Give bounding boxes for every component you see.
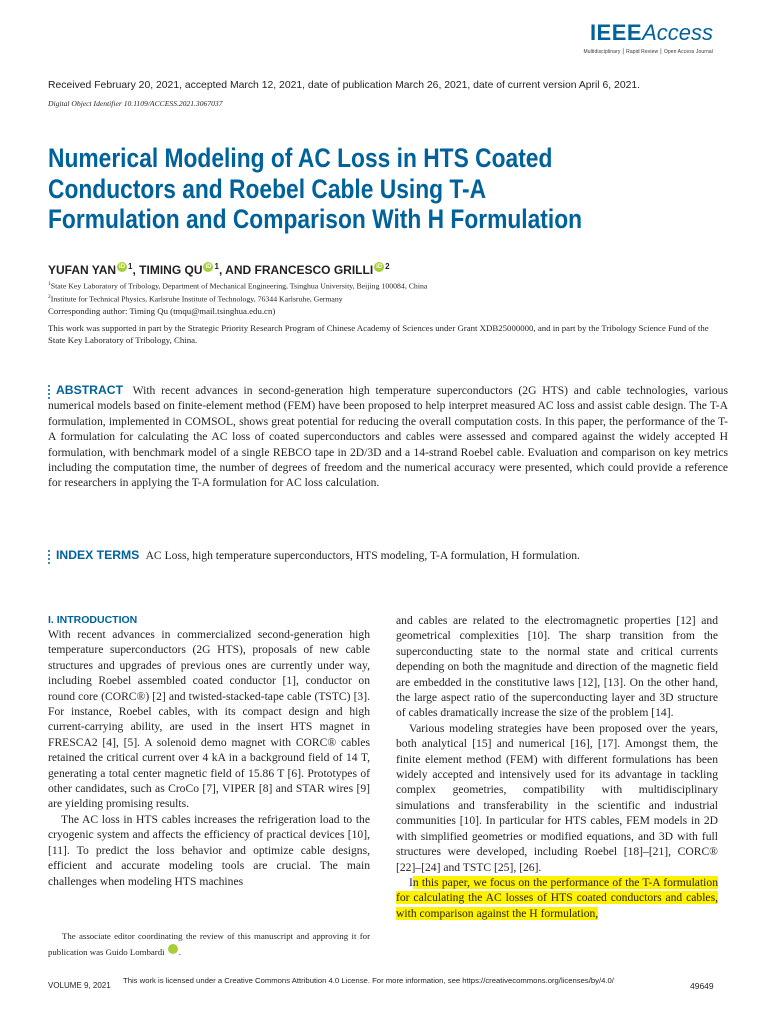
abstract [48, 383, 728, 491]
paper-title [48, 143, 607, 235]
paragraph: The AC loss in HTS cables increases the refrigeration load to the cryogenic system and affects the efficiency of practical devices [10], [11]. To predict the loss behavior and optimize cable designs, efficient and accurate modeling tools are crucial. The main challenges when modeling HTS machines [48, 812, 370, 888]
affiliations [48, 279, 427, 304]
title-line: Numerical Modeling of AC Loss in HTS Coated [48, 143, 553, 173]
abstract-label: ABSTRACT [56, 383, 124, 397]
page-number: 49649 [690, 981, 714, 991]
affiliation-text: State Key Laboratory of Tribology, Department of Mechanical Engineering, Tsinghua University, Beijing 100084, China [50, 281, 428, 291]
affiliation-sup: 2 [48, 293, 51, 300]
author-name: , TIMING QU [132, 263, 203, 277]
logo-brand-italic: Access [642, 20, 713, 45]
license-note: This work is licensed under a Creative Commons Attribution 4.0 License. For more information, see https://creativecommons.org/licenses/by/4.0/ [123, 976, 614, 985]
orcid-icon[interactable]: iD [168, 944, 178, 954]
left-column [48, 613, 370, 889]
paragraph: With recent advances in commercialized second-generation high temperature superconductors (2G HTS), proposals of new cable structures and upgrades of previous ones are currently under way, including Roebel assembled coated conductor [1], conductor on round core (CORC®) [2] and twisted-stacked-tape cable (TSTC) [3]. For instance, Roebel cables, with its compact design and high current-carrying ability, are used in the insert HTS magnet in FRESCA2 [4], [5]. A solenoid demo magnet with CORC® cables retained the critical current over 4 kA in a background field of 14 T, generating a total center magnetic field of 15.86 T [6]. Prototypes of other candidates, such as CroCo [7], VIPER [8] and STAR wires [9] are yielding promising results. [48, 628, 370, 811]
orcid-icon[interactable]: iD [205, 264, 212, 270]
received-dates: Received February 20, 2021, accepted March 12, 2021, date of publication March 26, 2021, date of current version April 6, 2021. [48, 80, 641, 91]
paragraph-start: I [409, 875, 413, 889]
author-name: , AND FRANCESCO GRILLI [218, 263, 374, 277]
index-terms-text: AC Loss, high temperature superconductors, HTS modeling, T-A formulation, H formulation. [145, 549, 580, 562]
volume-label: VOLUME 9, 2021 [48, 981, 111, 990]
funding-note: This work was supported in part by the Strategic Priority Research Program of Chinese Academy of Sciences under Grant XDB25000000, and in part by the Tribology Science Fund of the State Key Laboratory of Tribology, China. [48, 323, 709, 345]
paragraph [396, 875, 718, 921]
title-line: Formulation and Comparison With H Formulation [48, 204, 583, 234]
author-name: YUFAN YAN [48, 263, 117, 277]
affiliation-text: Institute for Technical Physics, Karlsruhe Institute of Technology, 76344 Karlsruhe, Germany [50, 294, 343, 304]
author-affil-sup: 1 [214, 262, 219, 271]
author-affil-sup: 1 [128, 262, 133, 271]
index-terms-label: INDEX TERMS [56, 548, 140, 562]
editor-footnote: The associate editor coordinating the review of this manuscript and approving it for publication was Guido Lombardi iD. [48, 931, 370, 957]
affiliation-sup: 1 [48, 281, 51, 287]
title-line: Conductors and Roebel Cable Using T-A [48, 173, 487, 204]
footnote-text: The associate editor coordinating the review of this manuscript and approving it for publication was Guido Lombardi [48, 931, 370, 957]
doi-line: Digital Object Identifier 10.1109/ACCESS.2021.3067037 [48, 99, 223, 108]
index-terms [48, 548, 728, 563]
orcid-icon[interactable]: iD [376, 264, 383, 270]
affiliation [48, 292, 427, 305]
logo-tagline: Multidisciplinary ⎮ Rapid Review ⎮ Open Access Journal [583, 49, 713, 55]
paragraph: Various modeling strategies have been proposed over the years, both analytical [15] and numerical [16], [17]. Amongst them, the finite element method (FEM) with different formulations has been widely accepted and intensively used for its advantage in tackling complex geometries, compatibility with multidisciplinary simulations and transferability in the scientific and industrial communities [10]. In particular for HTS cables, FEM models in 2D with simplified geometries or modified equations, and 3D with full structures were developed, including Roebel [18]–[21], CORC® [22]–[24] and TSTC [25], [26]. [396, 721, 718, 874]
author-list [48, 262, 390, 277]
paragraph: and cables are related to the electromagnetic properties [12] and geometrical complexities [10]. The sharp transition from the superconducting state to the normal state and critical currents depending on both the magnitude and direction of the magnetic field are embedded in the constitutive laws [12], [13]. On the other hand, the large aspect ratio of the superconducting layer and 3D structure of cables dramatically increase the size of the problem [14]. [396, 614, 718, 720]
orcid-icon[interactable]: iD [119, 264, 126, 270]
highlighted-text: n this paper, we focus on the performance of the T-A formulation for calculating the AC losses of HTS coated conductors and cables, with comparison against the H formulation, [396, 875, 718, 920]
corresponding-author: Corresponding author: Timing Qu (tmqu@mail.tsinghua.edu.cn) [48, 306, 276, 316]
section-heading: I. INTRODUCTION [48, 614, 138, 626]
right-column [396, 613, 718, 921]
affiliation [48, 279, 427, 292]
author-affil-sup: 2 [385, 262, 390, 271]
journal-logo [583, 22, 713, 55]
abstract-text: With recent advances in second-generation high temperature superconductors (2G HTS) and cable technologies, various numerical models based on finite-element method (FEM) have been proposed to help interpret measured AC loss and assist cable design. The T-A formulation, implemented in COMSOL, shows great potential for reducing the overall computation costs. In this paper, the performance of the T-A formulation for calculating the AC loss of coated superconductors and cables were assessed and compared against the widely accepted H formulation, with benchmark model of a single REBCO tape in 2D/3D and a 14-strand Roebel cable. Evaluation and comparison on key metrics including the computation time, the number of degrees of freedom and the numerical accuracy were presented, which could provide a reference for researchers in applying the T-A formulation for AC loss calculation. [48, 384, 728, 490]
logo-brand-bold: IEEE [589, 20, 643, 45]
